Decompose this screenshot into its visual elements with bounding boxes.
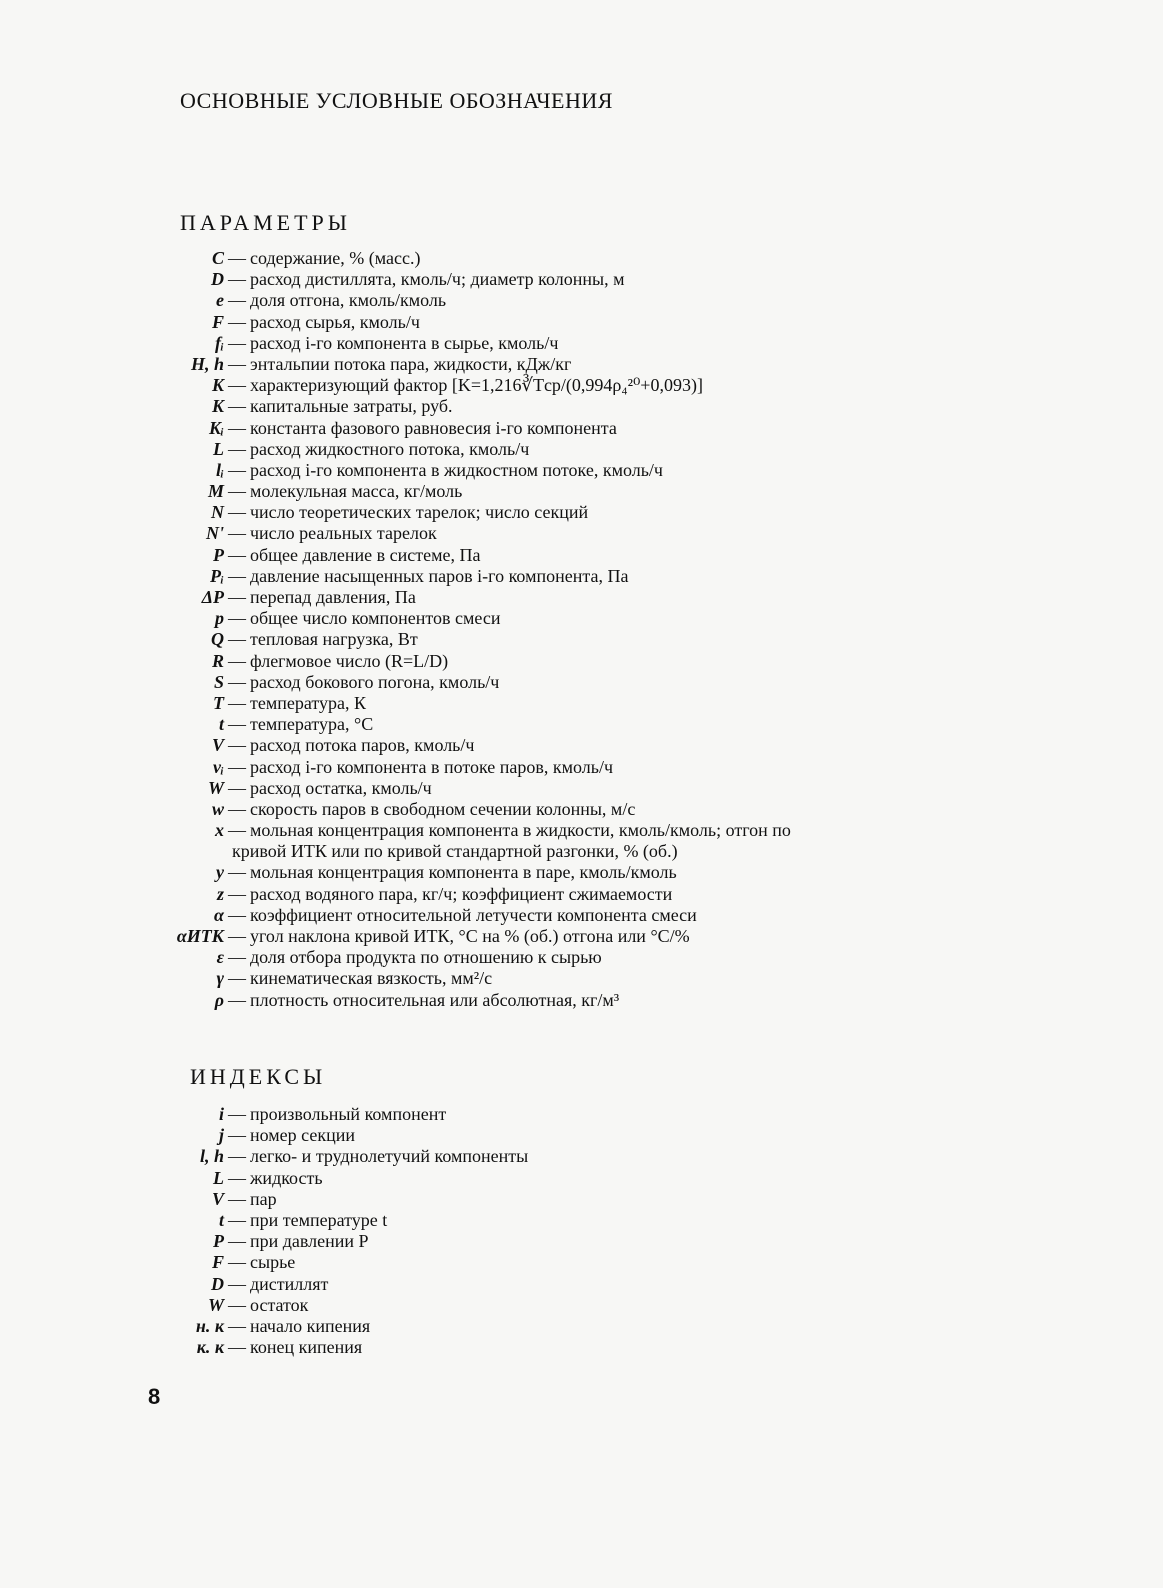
parameter-dash: — bbox=[228, 587, 246, 607]
parameter-symbol: K bbox=[211, 396, 224, 417]
parameter-desc: доля отгона, кмоль/кмоль bbox=[250, 290, 447, 311]
parameter-desc: число реальных тарелок bbox=[250, 523, 437, 544]
parameter-row bbox=[0, 884, 1000, 905]
index-symbol: L bbox=[213, 1167, 224, 1188]
parameter-dash: — bbox=[228, 523, 246, 544]
parameter-symbol: Kᵢ bbox=[208, 417, 224, 438]
parameter-desc: расход жидкостного потока, кмоль/ч bbox=[250, 438, 530, 459]
parameter-desc: расход дистиллята, кмоль/ч; диаметр колонны, м bbox=[250, 269, 625, 290]
page-number: 8 bbox=[148, 1384, 161, 1409]
parameter-symbol: ε bbox=[216, 947, 224, 968]
parameter-symbol: C bbox=[211, 248, 224, 268]
parameter-desc: тепловая нагрузка, Вт bbox=[250, 629, 418, 650]
index-dash: — bbox=[228, 1146, 246, 1167]
parameter-row bbox=[0, 290, 1000, 311]
parameter-row bbox=[0, 269, 1000, 290]
page-title: ОСНОВНЫЕ УСЛОВНЫЕ ОБОЗНАЧЕНИЯ bbox=[180, 88, 613, 113]
index-desc: при давлении P bbox=[250, 1231, 369, 1252]
parameter-dash: — bbox=[228, 396, 246, 417]
parameter-symbol: K bbox=[211, 375, 224, 396]
parameter-desc: доля отбора продукта по отношению к сырью bbox=[250, 947, 602, 968]
parameter-desc: расход i-го компонента в жидкостном потоке, кмоль/ч bbox=[250, 459, 663, 480]
parameter-desc: общее давление в системе, Па bbox=[250, 544, 481, 565]
index-row bbox=[0, 1274, 1000, 1295]
parameter-symbol: α bbox=[214, 904, 224, 925]
parameter-desc: расход сырья, кмоль/ч bbox=[250, 311, 420, 332]
parameter-row bbox=[0, 714, 1000, 735]
parameter-symbol: P bbox=[213, 544, 224, 565]
parameter-desc: коэффициент относительной летучести компонента смеси bbox=[250, 904, 697, 925]
parameter-symbol: z bbox=[216, 883, 224, 904]
index-symbol: D bbox=[211, 1273, 224, 1294]
index-desc: легко- и труднолетучий компоненты bbox=[250, 1146, 529, 1167]
parameter-row bbox=[0, 672, 1000, 693]
parameter-dash: — bbox=[228, 459, 246, 480]
parameter-symbol: x bbox=[215, 820, 224, 841]
index-desc: пар bbox=[250, 1188, 277, 1209]
index-desc: дистиллят bbox=[250, 1273, 329, 1294]
parameter-desc: расход потока паров, кмоль/ч bbox=[250, 735, 475, 756]
index-desc: конец кипения bbox=[250, 1337, 363, 1358]
parameter-row bbox=[0, 418, 1000, 439]
parameter-desc: кинематическая вязкость, мм²/с bbox=[250, 968, 493, 989]
parameter-symbol: F bbox=[211, 311, 224, 332]
parameter-dash: — bbox=[228, 777, 246, 798]
index-row bbox=[0, 1146, 1000, 1167]
parameter-desc: характеризующий фактор [K=1,216∛Tср/(0,994ρ₄²⁰+0,093)] bbox=[250, 375, 703, 396]
parameter-dash: — bbox=[228, 650, 246, 671]
parameter-desc: угол наклона кривой ИТК, °С на % (об.) отгона или °С/% bbox=[250, 926, 690, 946]
index-desc: остаток bbox=[250, 1294, 309, 1315]
parameter-dash: — bbox=[228, 735, 246, 756]
parameter-desc: скорость паров в свободном сечении колонны, м/с bbox=[250, 798, 636, 819]
index-desc: номер секции bbox=[250, 1125, 356, 1146]
index-desc: сырье bbox=[250, 1252, 296, 1273]
parameter-desc: энтальпии потока пара, жидкости, кДж/кг bbox=[250, 353, 572, 374]
index-row bbox=[0, 1337, 1000, 1358]
parameter-row bbox=[0, 354, 1000, 375]
index-dash: — bbox=[228, 1209, 246, 1230]
parameter-symbol: D bbox=[211, 269, 224, 290]
parameter-symbol: S bbox=[213, 671, 224, 692]
index-desc: жидкость bbox=[250, 1167, 323, 1188]
parameter-row bbox=[0, 947, 1000, 968]
index-symbol: н. к bbox=[195, 1315, 224, 1336]
parameter-row bbox=[0, 820, 1000, 841]
parameter-desc: расход i-го компонента в сырье, кмоль/ч bbox=[250, 332, 559, 353]
parameter-desc: давление насыщенных паров i-го компонента, Па bbox=[250, 565, 629, 586]
parameter-dash: — bbox=[228, 481, 246, 502]
index-symbol: P bbox=[213, 1231, 224, 1252]
parameter-dash: — bbox=[228, 629, 246, 650]
index-symbol: t bbox=[218, 1209, 224, 1230]
parameter-dash: — bbox=[228, 820, 246, 841]
index-dash: — bbox=[228, 1294, 246, 1315]
parameter-symbol: L bbox=[213, 438, 224, 459]
parameter-desc: число теоретических тарелок; число секций bbox=[250, 502, 589, 523]
parameter-dash: — bbox=[228, 989, 246, 1010]
parameter-symbol: lᵢ bbox=[215, 459, 224, 480]
parameter-dash: — bbox=[228, 438, 246, 459]
parameter-symbol: vᵢ bbox=[212, 756, 224, 777]
parameter-row bbox=[0, 608, 1000, 629]
parameter-row bbox=[0, 841, 1000, 862]
parameter-row bbox=[0, 629, 1000, 650]
parameter-dash: — bbox=[228, 375, 246, 396]
parameter-dash: — bbox=[228, 798, 246, 819]
parameter-desc: содержание, % (масс.) bbox=[250, 248, 421, 268]
parameter-symbol: ΔP bbox=[201, 587, 224, 607]
index-symbol: к. к bbox=[196, 1337, 224, 1358]
parameter-dash: — bbox=[228, 248, 246, 268]
parameter-dash: — bbox=[228, 671, 246, 692]
parameter-desc: температура, °С bbox=[250, 714, 374, 735]
parameter-dash: — bbox=[228, 714, 246, 735]
parameter-desc: мольная концентрация компонента в жидкости, кмоль/кмоль; отгон по bbox=[250, 820, 791, 841]
parameter-row bbox=[0, 757, 1000, 778]
index-row bbox=[0, 1210, 1000, 1231]
parameter-symbol: αИТК bbox=[176, 926, 224, 946]
parameter-symbol: ρ bbox=[214, 989, 224, 1010]
parameter-dash: — bbox=[228, 417, 246, 438]
index-symbol: W bbox=[207, 1294, 224, 1315]
parameter-desc: константа фазового равновесия i-го компонента bbox=[250, 417, 617, 438]
index-symbol: l, h bbox=[199, 1146, 224, 1167]
parameter-dash: — bbox=[228, 353, 246, 374]
parameter-desc: температура, К bbox=[250, 692, 367, 713]
parameter-symbol: y bbox=[216, 862, 224, 883]
parameter-row bbox=[0, 778, 1000, 799]
parameter-dash: — bbox=[228, 608, 246, 629]
index-dash: — bbox=[228, 1252, 246, 1273]
parameter-row bbox=[0, 375, 1000, 396]
parameter-symbol: N' bbox=[206, 523, 224, 544]
parameter-row bbox=[0, 651, 1000, 672]
parameter-symbol: γ bbox=[216, 968, 224, 989]
index-row bbox=[0, 1125, 1000, 1146]
parameter-row bbox=[0, 905, 1000, 926]
parameter-dash: — bbox=[228, 756, 246, 777]
index-row bbox=[0, 1168, 1000, 1189]
parameter-symbol: H, h bbox=[190, 353, 224, 374]
parameters-heading: ПАРАМЕТРЫ bbox=[180, 210, 351, 235]
parameter-row bbox=[0, 545, 1000, 566]
parameter-desc: кривой ИТК или по кривой стандартной разгонки, % (об.) bbox=[232, 841, 678, 862]
parameter-symbol: e bbox=[216, 290, 224, 311]
parameter-desc: расход водяного пара, кг/ч; коэффициент сжимаемости bbox=[250, 883, 673, 904]
parameter-symbol: V bbox=[211, 735, 224, 756]
parameter-dash: — bbox=[228, 502, 246, 523]
parameters-list bbox=[0, 248, 1000, 1011]
indices-heading: ИНДЕКСЫ bbox=[190, 1064, 327, 1089]
parameter-desc: капитальные затраты, руб. bbox=[250, 396, 453, 417]
index-symbol: F bbox=[211, 1252, 224, 1273]
parameter-dash: — bbox=[228, 692, 246, 713]
parameter-symbol: W bbox=[207, 777, 224, 798]
parameter-symbol: R bbox=[211, 650, 224, 671]
parameter-dash: — bbox=[228, 565, 246, 586]
parameter-symbol: Q bbox=[211, 629, 224, 650]
parameter-row bbox=[0, 926, 1000, 947]
parameter-row bbox=[0, 333, 1000, 354]
index-symbol: V bbox=[211, 1188, 224, 1209]
parameter-row bbox=[0, 990, 1000, 1011]
index-desc: начало кипения bbox=[250, 1315, 371, 1336]
index-dash: — bbox=[228, 1231, 246, 1252]
parameter-dash: — bbox=[228, 904, 246, 925]
index-row bbox=[0, 1295, 1000, 1316]
index-symbol: i bbox=[218, 1104, 224, 1124]
parameter-desc: флегмовое число (R=L/D) bbox=[250, 650, 449, 671]
index-dash: — bbox=[228, 1315, 246, 1336]
index-dash: — bbox=[228, 1337, 246, 1358]
parameter-desc: молекульная масса, кг/моль bbox=[250, 481, 463, 502]
parameter-dash: — bbox=[228, 332, 246, 353]
parameter-dash: — bbox=[228, 311, 246, 332]
parameter-row bbox=[0, 587, 1000, 608]
parameter-symbol: Pᵢ bbox=[209, 565, 224, 586]
parameter-dash: — bbox=[228, 947, 246, 968]
index-row bbox=[0, 1252, 1000, 1273]
parameter-desc: расход остатка, кмоль/ч bbox=[250, 777, 432, 798]
parameter-row bbox=[0, 460, 1000, 481]
index-row bbox=[0, 1316, 1000, 1337]
index-dash: — bbox=[228, 1167, 246, 1188]
parameter-dash: — bbox=[228, 544, 246, 565]
parameter-desc: плотность относительная или абсолютная, кг/м³ bbox=[250, 989, 620, 1010]
indices-list bbox=[0, 1104, 1000, 1358]
index-desc: при температуре t bbox=[250, 1209, 388, 1230]
parameter-row bbox=[0, 968, 1000, 989]
parameter-row bbox=[0, 566, 1000, 587]
parameter-desc: мольная концентрация компонента в паре, кмоль/кмоль bbox=[250, 862, 677, 883]
index-dash: — bbox=[228, 1188, 246, 1209]
index-symbol: j bbox=[218, 1125, 224, 1146]
parameter-dash: — bbox=[228, 883, 246, 904]
parameter-desc: расход бокового погона, кмоль/ч bbox=[250, 671, 500, 692]
parameter-row bbox=[0, 735, 1000, 756]
parameter-desc: перепад давления, Па bbox=[250, 587, 416, 607]
parameter-row bbox=[0, 862, 1000, 883]
parameter-desc: общее число компонентов смеси bbox=[250, 608, 501, 629]
index-row bbox=[0, 1189, 1000, 1210]
index-row bbox=[0, 1231, 1000, 1252]
parameter-dash: — bbox=[228, 968, 246, 989]
index-row bbox=[0, 1104, 1000, 1125]
parameter-row bbox=[0, 799, 1000, 820]
parameter-row bbox=[0, 481, 1000, 502]
parameter-row bbox=[0, 693, 1000, 714]
index-dash: — bbox=[228, 1273, 246, 1294]
parameter-desc: расход i-го компонента в потоке паров, кмоль/ч bbox=[250, 756, 614, 777]
parameter-dash: — bbox=[228, 926, 246, 946]
parameter-row bbox=[0, 396, 1000, 417]
parameter-symbol: M bbox=[207, 481, 224, 502]
index-desc: произвольный компонент bbox=[250, 1104, 447, 1124]
parameter-dash: — bbox=[228, 269, 246, 290]
parameter-dash: — bbox=[228, 862, 246, 883]
parameter-row bbox=[0, 248, 1000, 269]
parameter-symbol: N bbox=[211, 502, 224, 523]
parameter-dash: — bbox=[228, 290, 246, 311]
parameter-symbol: t bbox=[218, 714, 224, 735]
parameter-symbol: p bbox=[215, 608, 224, 629]
parameter-row bbox=[0, 502, 1000, 523]
parameter-row bbox=[0, 312, 1000, 333]
parameter-row bbox=[0, 523, 1000, 544]
parameter-symbol: fᵢ bbox=[214, 332, 224, 353]
index-dash: — bbox=[228, 1104, 246, 1124]
parameter-symbol: T bbox=[213, 692, 224, 713]
parameter-symbol: w bbox=[211, 798, 224, 819]
parameter-row bbox=[0, 439, 1000, 460]
index-dash: — bbox=[228, 1125, 246, 1146]
